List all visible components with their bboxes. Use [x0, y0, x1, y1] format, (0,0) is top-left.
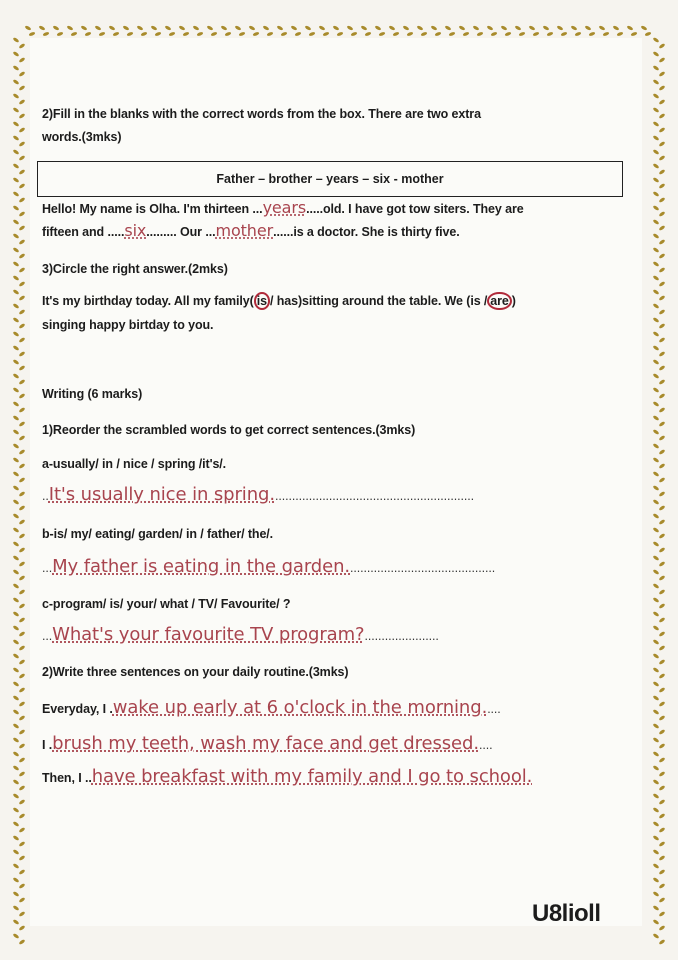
word-box-text: Father – brother – years – six - mother: [216, 172, 444, 186]
fill-line-2: fifteen and .....six......... Our ...mother......is a doctor. She is thirty five.: [42, 221, 460, 240]
routine-line-1: Everyday, I .wake up early at 6 o'clock in the morning.....: [42, 697, 501, 718]
word-box: [37, 161, 623, 197]
answer-mother: mother: [215, 221, 274, 240]
answer-a: It's usually nice in spring.: [48, 484, 275, 505]
circle-line-1: It's my birthday today. All my family( is / has)sitting around the table. We (is / are ): [42, 294, 516, 308]
fill-line-1: Hello! My name is Olha. I'm thirteen ...years.....old. I have got tow siters. They are: [42, 198, 524, 217]
answer-line-a: ..It's usually nice in spring............................................................: [42, 484, 474, 505]
prompt-c: c-program/ is/ your/ what / TV/ Favourite/ ?: [42, 597, 291, 611]
routine-answer-3: have breakfast with my family and I go to school.: [91, 766, 533, 787]
q1-title: 1)Reorder the scrambled words to get correct sentences.(3mks): [42, 423, 416, 437]
answer-six: six: [124, 221, 147, 240]
answer-b: My father is eating in the garden.: [52, 556, 351, 577]
q2-title: 2)Write three sentences on your daily routine.(3mks): [42, 665, 349, 679]
answer-c: What's your favourite TV program?: [52, 624, 365, 645]
routine-answer-2: brush my teeth, wash my face and get dressed.: [52, 733, 479, 754]
answer-years: years: [262, 198, 307, 217]
logo: U8lioll: [532, 900, 601, 927]
section2-title-line2: words.(3mks): [42, 130, 122, 144]
prompt-a: a-usually/ in / nice / spring /it's/.: [42, 457, 227, 471]
prompt-b: b-is/ my/ eating/ garden/ in / father/ the/.: [42, 527, 274, 541]
answer-line-c: ...What's your favourite TV program?......................: [42, 624, 439, 645]
circled-answer-is: is: [254, 292, 270, 310]
routine-line-3: Then, I ..have breakfast with my family and I go to school.: [42, 766, 533, 787]
circle-line-2: singing happy birtday to you.: [42, 318, 214, 332]
writing-title: Writing (6 marks): [42, 387, 143, 401]
answer-line-b: ...My father is eating in the garden............................................: [42, 556, 496, 577]
section3-title: 3)Circle the right answer.(2mks): [42, 262, 228, 276]
routine-line-2: I .brush my teeth, wash my face and get dressed.....: [42, 733, 493, 754]
circled-answer-are: are: [487, 292, 511, 310]
routine-answer-1: wake up early at 6 o'clock in the morning.: [112, 697, 488, 718]
section2-title-line1: 2)Fill in the blanks with the correct words from the box. There are two extra: [42, 107, 481, 121]
